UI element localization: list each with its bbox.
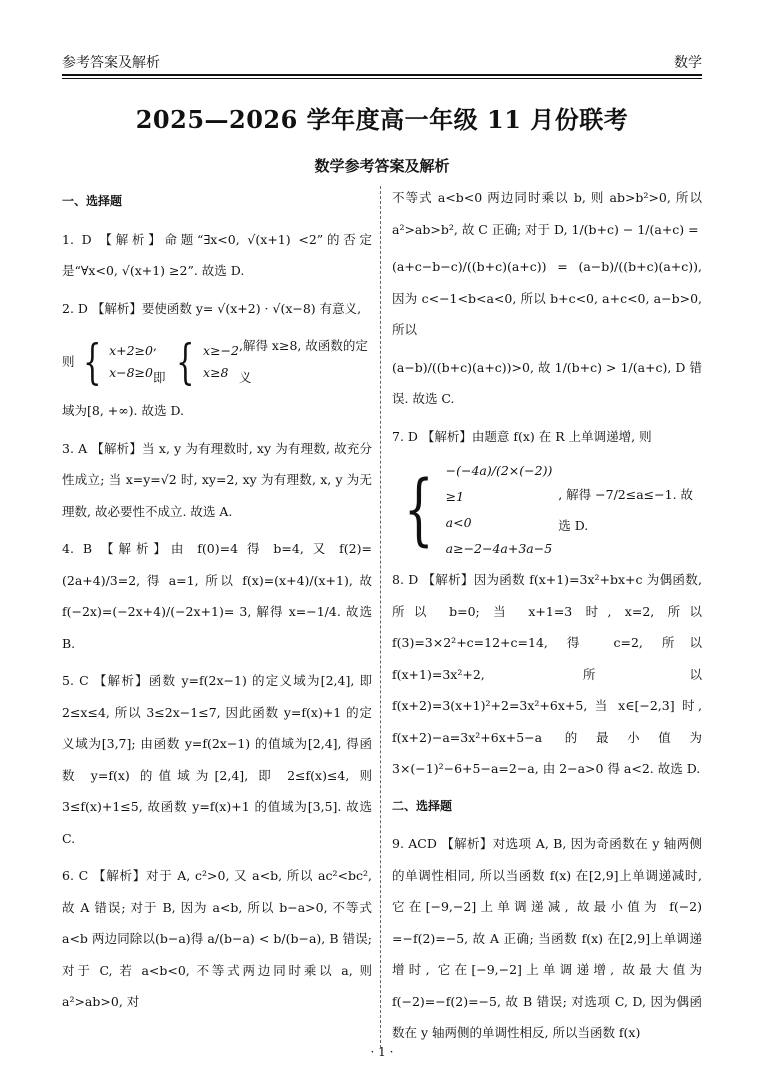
brace-left-icon: { [176,333,195,390]
brace-left-icon: { [403,465,434,555]
answer-paragraph: 4. B 【解析】由 f(0)=4 得 b=4, 又 f(2)=(2a+4)/3=2, 得 a=1, 所以 f(x)=(x+4)/(x+1), 故 f(−2x)=(−2x+4)/(−2x+1)= 3, 解得 x=−1/4. 故选 B. [62,541,372,651]
system-row: x≥−2 [203,342,239,358]
left-column [62,186,372,1024]
answer-paragraph: 8. D 【解析】因为函数 f(x+1)=3x²+bx+c 为偶函数, 所以 b=0; 当 x+1=3 时, x=2, 所以 f(3)=3×2²+c=12+c=14, 得 c=2, 所以 f(x+1)=3x²+2, 所以 f(x+2)=3(x+1)²+2=3x²+6x+5, 当 x∈[−2,3] 时, f(x+2)−a=3x²+6x+5−a 的最小值为 3×(−1)²−6+5−a=2−a, 由 2−a>0 得 a<2. 故选 D. [392,572,702,776]
system-tail: , 解得 −7/2≤a≤−1. 故选 D. [558,486,694,533]
system-rows [203,340,239,384]
system-row: a<0 [445,515,472,530]
system-row: x+2≥0 [109,342,153,358]
system-tail: ,解得 x≥8, 故函数的定义 [238,338,368,385]
brace-left-icon: { [82,333,101,390]
page-header [62,46,702,72]
answer-paragraph: 9. ACD 【解析】对选项 A, B, 因为奇函数在 y 轴两侧的单调性相同, 所以当函数 f(x) 在[2,9]上单调递减时, 它在[−9,−2]上单调递减, 故最小值为 f(−2) =−f(2)=−5, 故 A 正确; 当函数 f(x) 在[2,9]上单调递增时, 它在[−9,−2]上单调递增, 故最大值为 f(−2)=−f(2)=−5, 故 B 错误; 对选项 C, D, 因为偶函数在 y 轴两侧的单调性相反, 所以当函数 f(x) [392,836,702,1040]
answer-paragraph: (a−b)/((b+c)(a+c))>0, 故 1/(b+c) > 1/(a+c), D 错误. 故选 C. [392,359,702,406]
equation-system [62,330,372,393]
column-divider [380,186,381,1048]
section-heading: 一、选择题 [62,194,123,208]
right-column [392,182,702,1055]
equation-system [392,458,702,562]
answer-paragraph: 7. D 【解析】由题意 f(x) 在 R 上单调递增, 则 [392,428,652,444]
header-right: 数学 [674,55,702,71]
system-row: −(−4a)/(2×(−2)) ≥1 [445,463,553,504]
answer-paragraph: 域为[8, +∞). 故选 D. [62,403,185,418]
answer-paragraph: 5. C 【解析】函数 y=f(2x−1) 的定义域为[2,4], 即 2≤x≤4, 所以 3≤2x−1≤7, 因此函数 y=f(x)+1 的定义域为[3,7]; 由函数 y=f(2x−1) 的值域为[2,4], 得函数 y=f(x) 的值域为[2,4], 即 2≤f(x)≤4, 则 3≤f(x)+1≤5, 故函数 y=f(x)+1 的值域为[3,5]. 故选 C. [62,673,372,846]
header-rule-thin [62,78,702,79]
answer-paragraph: 2. D 【解析】要使函数 y= √(x+2) · √(x−8) 有意义, [62,300,362,316]
system-lead: 则 [62,353,75,369]
system-mid: ,即 [152,338,166,385]
answer-paragraph: 不等式 a<b<0 两边同时乘以 b, 则 ab>b²>0, 所以 a²>ab>b², 故 C 正确; 对于 D, 1/(b+c) − 1/(a+c) = [392,190,702,237]
page-subtitle: 数学参考答案及解析 [314,157,450,175]
page-number: · 1 · [370,1045,394,1059]
answer-paragraph: 1. D 【解析】命题“∃x<0, √(x+1) <2”的否定是“∀x<0, √(x+1) ≥2”. 故选 D. [62,231,372,278]
page-title: 2025—2026 学年度高一年级 11 月份联考 [135,105,629,134]
system-row: x≥8 [203,364,229,380]
section-heading: 二、选择题 [392,798,453,813]
header-rule [62,74,702,76]
system-row: x−8≥0 [109,364,153,380]
answer-paragraph: 6. C 【解析】对于 A, c²>0, 又 a<b, 所以 ac²<bc², 故 A 错误; 对于 B, 因为 a<b, 所以 b−a>0, 不等式 a<b 两边同除以(b−a)得 a/(b−a) < b/(b−a), B 错误; 对于 C, 若 a<b<0, 不等式两边同时乘以 a, 则 a²>ab>0, 对 [62,868,372,1009]
answer-paragraph: (a+c−b−c)/((b+c)(a+c)) = (a−b)/((b+c)(a+c)), 因为 c<−1<b<a<0, 所以 b+c<0, a+c<0, a−b>0, 所以 [392,259,702,337]
answer-paragraph: 3. A 【解析】当 x, y 为有理数时, xy 为有理数, 故充分性成立; 当 x=y=√2 时, xy=2, xy 为有理数, x, y 为无理数, 故必要性不成立. 故选 A. [62,440,372,519]
system-row: a≥−2−4a+3a−5 [445,541,553,556]
system-rows [109,340,153,384]
header-left: 参考答案及解析 [62,55,160,71]
system-rows [446,458,559,562]
